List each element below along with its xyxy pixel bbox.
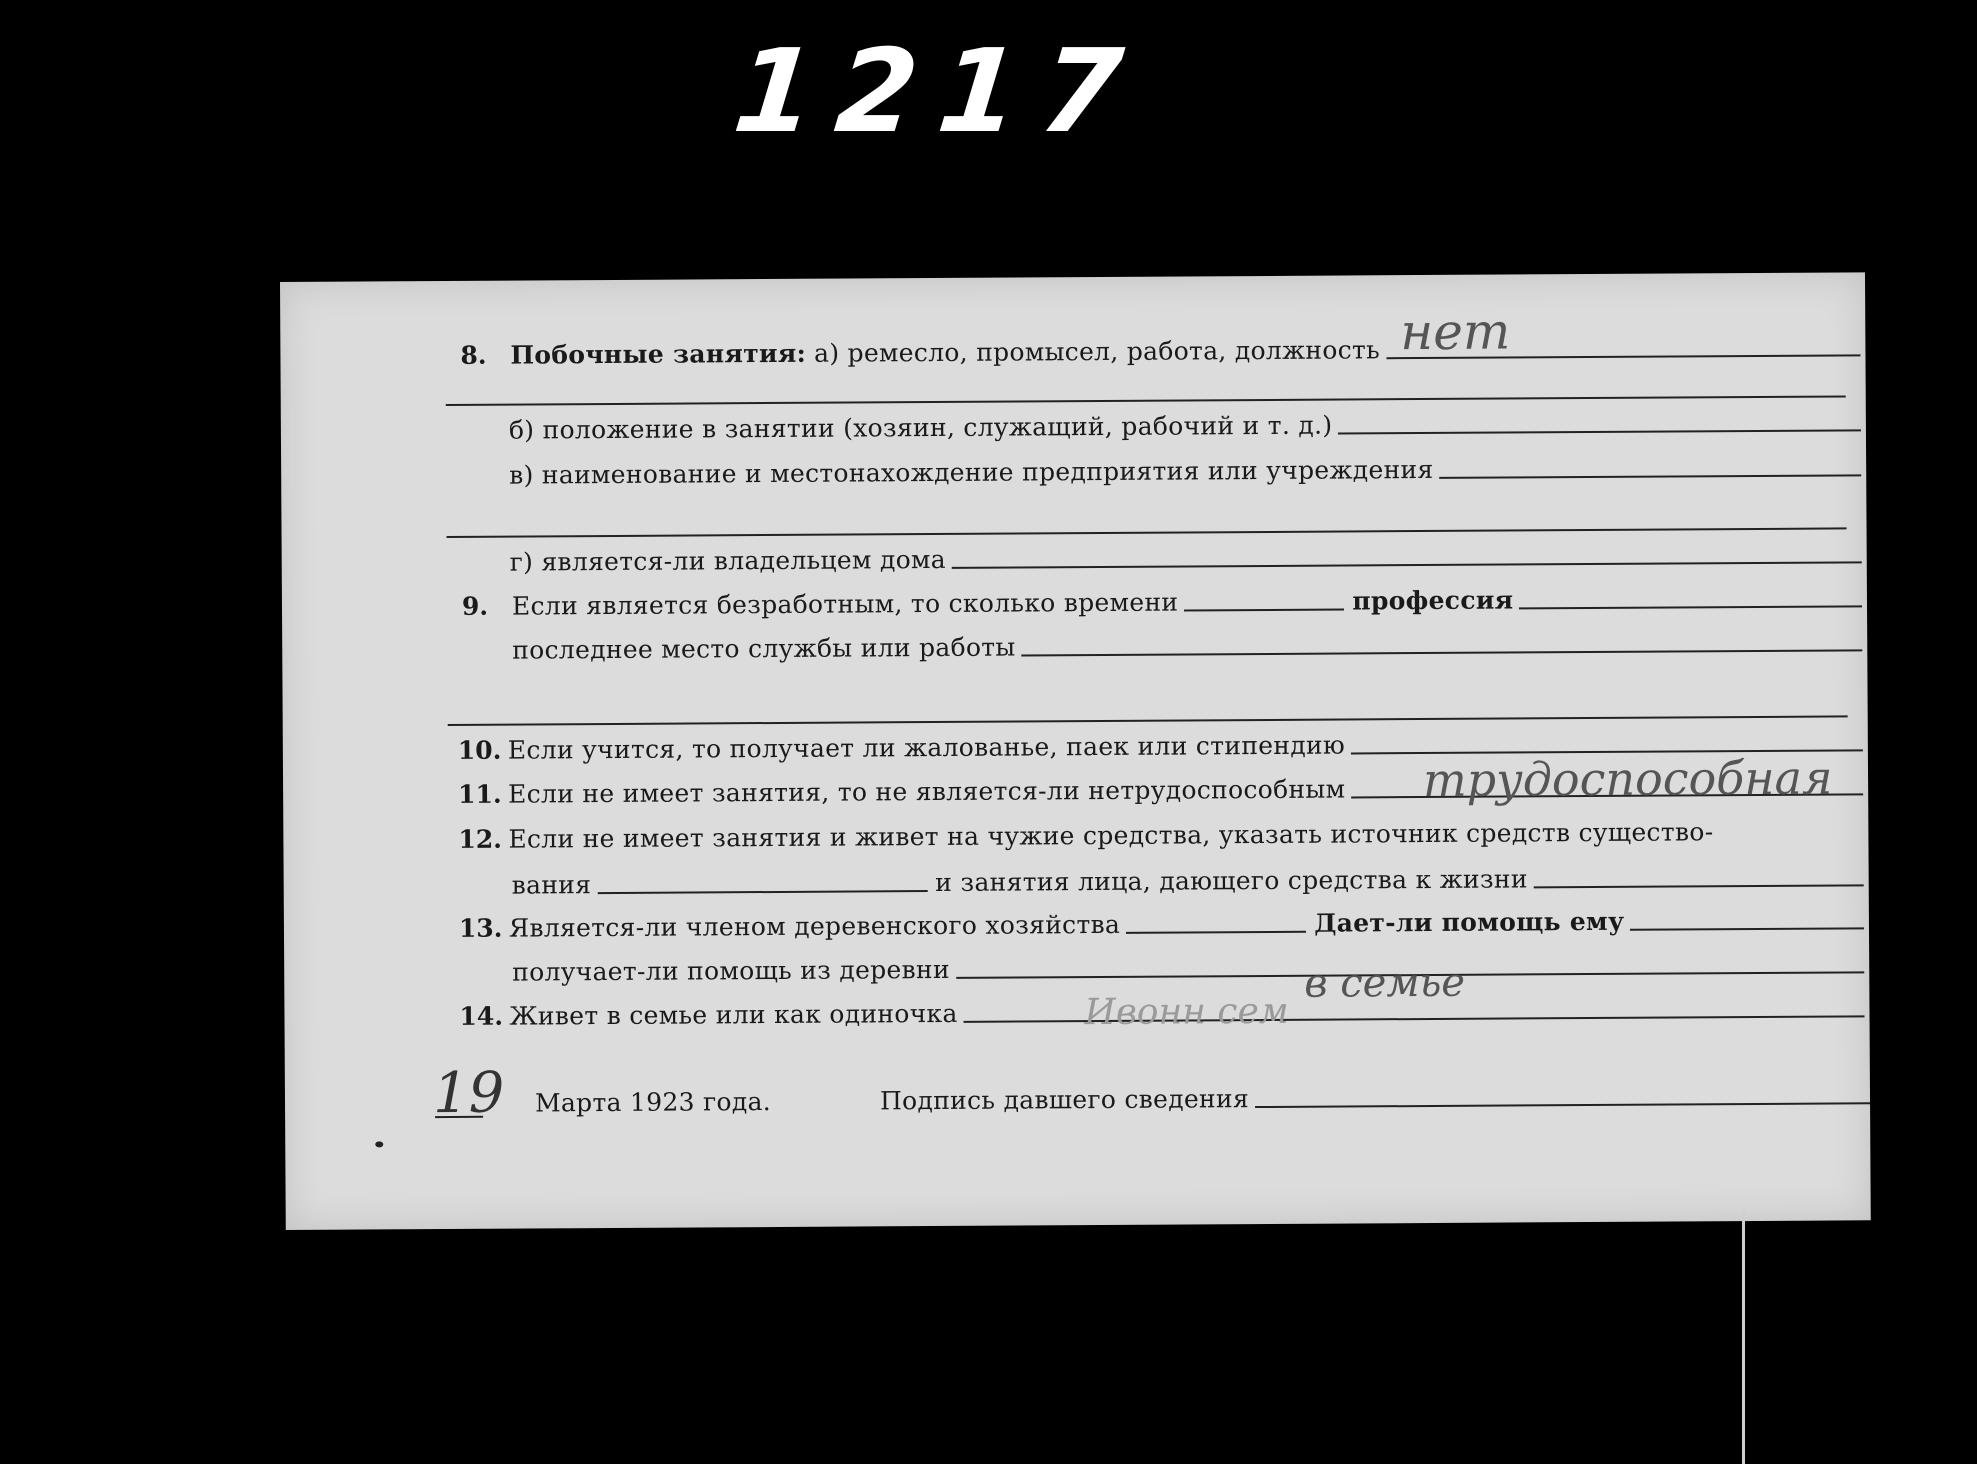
question-12-cont [512,862,1864,899]
signature-line [1255,1100,1870,1108]
question-number: 10. [457,735,502,765]
census-card [280,272,1871,1230]
handwritten-answer: нет [1400,302,1511,362]
question-8 [460,332,1860,370]
question-number: 11. [458,779,502,809]
divider [446,395,1846,406]
question-label: Живет в семье или как одиночка [509,998,958,1031]
handwritten-faint: Ивонн сем [1084,990,1289,1034]
date-text: Марта 1923 года. [534,1087,772,1118]
signature-label: Подпись давшего сведения [879,1084,1250,1116]
question-8g [510,539,1862,576]
question-8v [509,452,1861,489]
signature-row [880,1080,1870,1115]
question-label: Если не имеет занятия, то не является-ли нетрудоспособным [508,774,1346,809]
question-label: в) наименование и местонахождение предприятия или учреждения [509,454,1434,490]
date-label [535,1087,771,1117]
question-label: б) положение в занятии (хозяин, служащий, рабочий и т. д.) [508,410,1333,445]
question-12 [458,816,1863,854]
question-label-bold: Побочные занятия: [510,338,807,370]
divider [447,527,1847,538]
question-number: 9. [461,591,489,621]
question-label: последнее место службы или работы [512,632,1016,665]
question-label: а) ремесло, промысел, работа, должность [814,335,1381,368]
answer-line [1184,607,1344,612]
film-edge-line [1742,1210,1745,1464]
answer-line [1440,472,1862,479]
question-number: 8. [460,340,487,370]
day-line [435,1116,483,1118]
question-8b [509,407,1861,444]
handwritten-day: 19 [432,1060,505,1127]
question-13-cont [512,949,1864,986]
question-13 [459,905,1864,943]
answer-line [1022,647,1863,656]
answer-line [1338,427,1861,434]
question-label: Если является безработным, то сколько времени [511,587,1179,621]
answer-line [1126,929,1306,934]
question-label: вания [511,870,592,900]
question-9-cont [512,627,1862,664]
divider [448,715,1848,726]
handwritten-answer: в семье [1304,959,1466,1007]
handwritten-answer: трудоспособная [1422,750,1833,808]
archive-number: 1217 [727,25,1151,159]
question-label: Если учится, то получает ли жалованье, паек или стипендию [507,730,1346,765]
answer-line [952,559,1862,569]
answer-line [1534,882,1864,888]
answer-line [1519,603,1862,609]
question-label: и занятия лица, дающего средства к жизни [935,864,1528,898]
question-label: Является-ли членом деревенского хозяйства [508,909,1121,943]
question-label-help: Дает-ли помощь ему [1314,906,1625,938]
answer-line [1630,925,1864,930]
question-number: 13. [458,913,503,943]
answer-line [597,888,927,894]
question-number: 14. [459,1001,504,1031]
ink-dot [375,1141,383,1147]
question-number: 12. [458,824,502,854]
question-label: Если не имеет занятия и живет на чужие средства, указать источник средств существо- [508,817,1714,854]
question-9 [462,583,1862,621]
question-label: получает-ли помощь из деревни [512,954,950,987]
question-label: г) является-ли владельцем дома [509,544,947,577]
question-label-profession: профессия [1352,585,1514,616]
